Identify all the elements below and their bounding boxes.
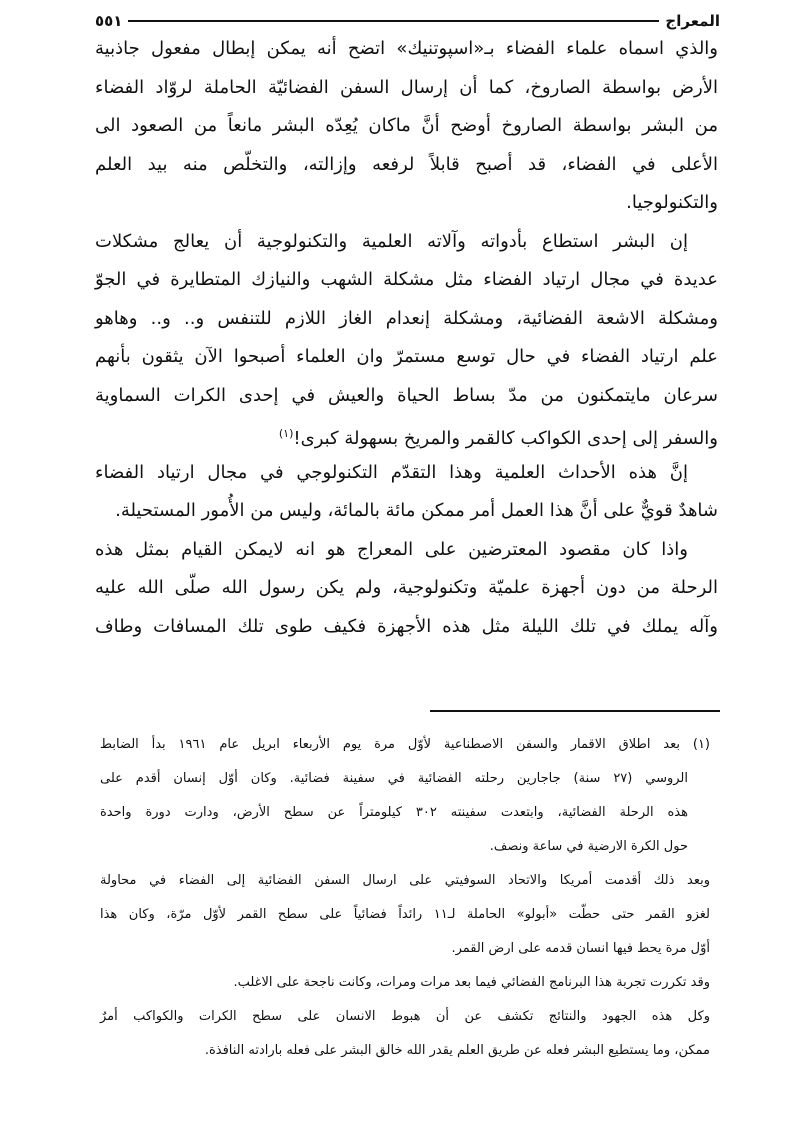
page-number: ٥٥١ bbox=[95, 12, 123, 30]
footnote-line: وبعد ذلك أقدمت أمريكا والاتحاد السوفيتي على ارسال السفن الفضائية إلى الفضاء في محاولة bbox=[100, 873, 710, 888]
text-line: عديدة في مجال ارتياد الفضاء مثل مشكلة الشهب والنيازك المتطايرة في الجوّ bbox=[95, 269, 718, 290]
footnote bbox=[100, 728, 710, 864]
footnote-line: وكل هذه الجهود والنتائج تكشف عن أن هبوط الانسان على سطح الكرات والكواكب أمرٌ bbox=[100, 1009, 710, 1024]
footnote-marker[interactable]: (١) bbox=[278, 427, 294, 440]
text-line: من البشر بواسطة الصاروخ أوضح أنَّ ماكان يُعِدّه البشر مانعاً من الصعود الى bbox=[95, 115, 718, 136]
footnote-separator bbox=[430, 710, 720, 712]
paragraph bbox=[95, 531, 718, 647]
paragraph bbox=[95, 454, 718, 531]
text-line: الرحلة من دون أجهزة علميّة وتكنولوجية، ولم يكن رسول الله صلّى الله عليه bbox=[95, 577, 718, 598]
footnote-paragraph bbox=[100, 966, 710, 1000]
text-line: الأعلى في الفضاء، قد أصبح قابلاً لرفعه وإزالته، والتخلّص منه بيد العلم bbox=[95, 153, 718, 175]
text-line: وآله يملك في تلك الليلة مثل هذه الأجهزة فكيف طوى تلك المسافات وطاف bbox=[95, 615, 718, 637]
text-line: والذي اسماه علماء الفضاء بـ«اسپوتنيك» اتضح أنه يمكن إبطال مفعول جاذبية bbox=[95, 38, 718, 59]
text-line: ومشكلة الاشعة الفضائية، ومشكلة إنعدام الغاز اللازم للتنفس و.. و.. وهاهو bbox=[95, 307, 718, 329]
footnote-paragraph bbox=[100, 1000, 710, 1068]
footnote-line: (١) بعد اطلاق الاقمار والسفن الاصطناعية لأوّل مرة يوم الأربعاء ابريل عام ١٩٦١ بدأ الضابط bbox=[100, 737, 710, 752]
footnote-line: وقد تكررت تجربة هذا البرنامج الفضائي فيما بعد مرات ومرات، وكانت ناجحة على الاغلب. bbox=[233, 975, 710, 990]
footnote-paragraph bbox=[100, 864, 710, 966]
text-span: والسفر إلى إحدى الكواكب كالقمر والمريخ بسهولة كبرى! bbox=[293, 428, 718, 449]
text-line: الأرض بواسطة الصاروخ، كما أن إرسال السفن الفضائيّة الحاملة لروّاد الفضاء bbox=[95, 76, 718, 98]
paragraph bbox=[95, 30, 718, 223]
footnotes bbox=[100, 728, 710, 1068]
header-rule bbox=[128, 20, 659, 22]
footnote-line: هذه الرحلة الفضائية، وابتعدت سفينته ٣٠٢ كيلومتراً عن سطح الأرض، ودارت دورة واحدة bbox=[100, 805, 688, 820]
body-text bbox=[95, 30, 718, 646]
text-line: إن البشر استطاع بأدواته وآلاته العلمية والتكنولوجية أن يعالج مشكلات bbox=[95, 230, 688, 252]
text-line: علم ارتياد الفضاء في حال توسع مستمرّ وان العلماء أصبحوا الآن يثقون بأنهم bbox=[95, 346, 718, 367]
footnote-line: ممكن، وما يستطيع البشر فعله عن طريق العلم يقدر الله خالق البشر على فعله بارادته النافذة. bbox=[204, 1043, 710, 1058]
footnote-line: أوّل مرة يحط فيها انسان قدمه على ارض القمر. bbox=[451, 941, 710, 956]
paragraph bbox=[95, 223, 718, 454]
footnote-line: حول الكرة الارضية في ساعة ونصف. bbox=[489, 839, 688, 854]
text-line: واذا كان مقصود المعترضين على المعراج هو انه لايمكن القيام بمثل هذه bbox=[95, 538, 688, 560]
text-line: إنَّ هذه الأحداث العلمية وهذا التقدّم التكنولوجي في مجال ارتياد الفضاء bbox=[95, 461, 688, 483]
text-line bbox=[95, 415, 718, 454]
footnote-line: الروسي (٢٧ سنة) جاجارين رحلته الفضائية في سفينة فضائية. وكان أوّل إنسان أقدم على bbox=[100, 771, 688, 786]
text-line: شاهدٌ قويٌّ على أنَّ هذا العمل أمر ممكن مائة بالمائة، وليس من الأُمور المستحيلة. bbox=[115, 500, 718, 521]
chapter-title: المعراج bbox=[665, 12, 720, 30]
footnote-line: لغزو القمر حتى حطّت «أبولو» الحاملة لـ١١ رائداً فضائياً على سطح القمر لأوّل مرّة، وكان هذا bbox=[100, 907, 710, 922]
text-line: سرعان مايتمكنون من مدّ بساط الحياة والعيش في إحدى الكرات السماوية bbox=[95, 384, 718, 406]
text-line: والتكنولوجيا. bbox=[626, 192, 718, 213]
